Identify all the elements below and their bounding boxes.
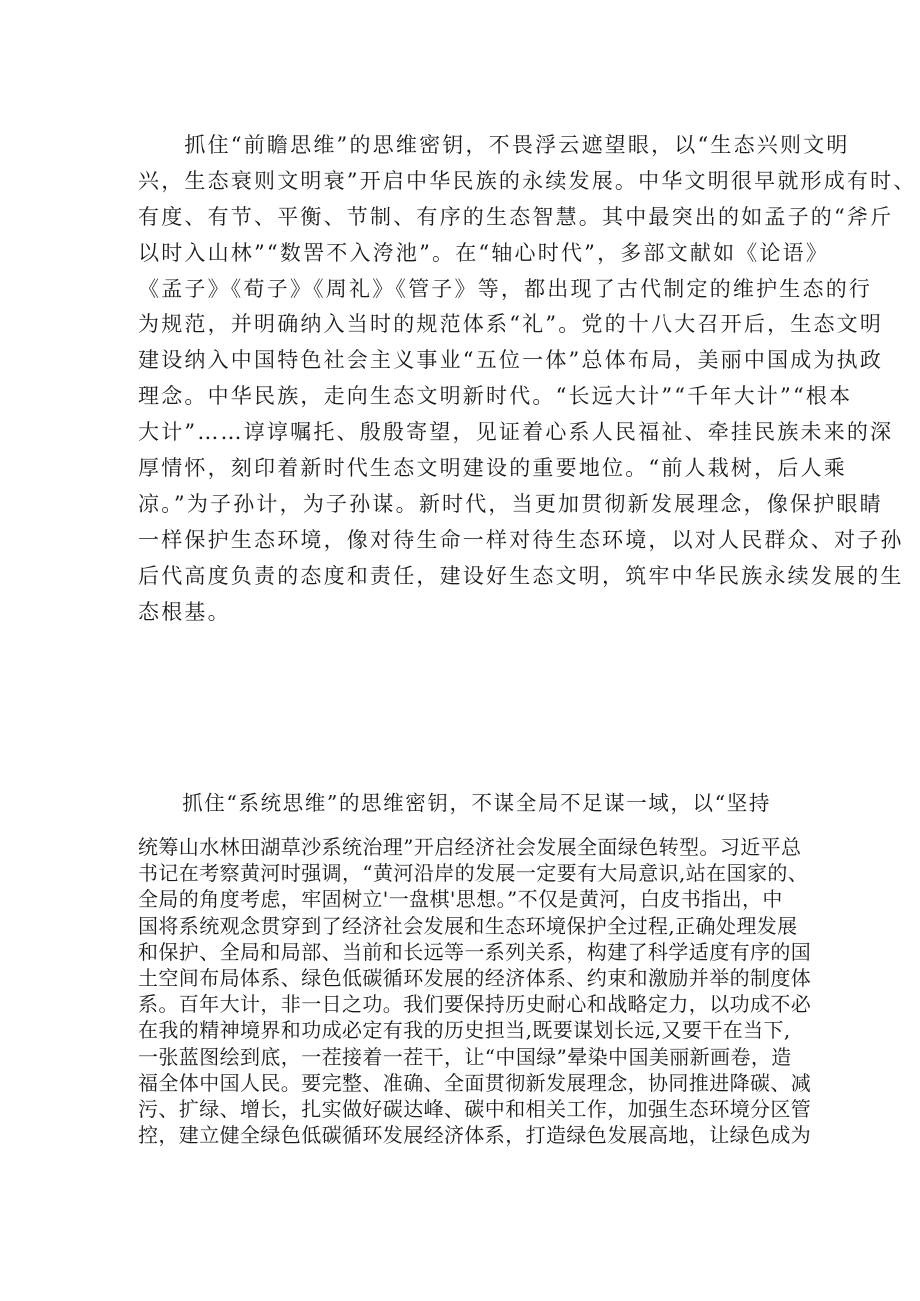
text-line: 大计”……谆谆嘱托、殷殷寄望，见证着心系人民福祉、牵挂民族未来的深 [138,420,894,445]
text-line: 在我的精神境界和功成必定有我的历史担当,既要谋划长远,又要干在当下, [138,1018,791,1043]
text-line: 系。百年大计，非一日之功。我们要保持历史耐心和战略定力，以功成不必 [138,992,812,1017]
text-line: 国将系统观念贯穿到了经济社会发展和生态环境保护全过程,正确处理发展 [138,913,798,938]
text-line: 有度、有节、平衡、节制、有序的生态智慧。其中最突出的如孟子的“斧斤 [138,204,894,229]
text-line: 建设纳入中国特色社会主义事业“五位一体”总体布局，美丽中国成为执政 [138,348,884,373]
text-line: 一张蓝图绘到底，一茬接着一茬干，让“中国绿”晕染中国美丽新画卷，造 [138,1044,792,1069]
text-line: 和保护、全局和局部、当前和长远等一系列关系，构建了科学适度有序的国 [138,939,812,964]
text-line: 后代高度负责的态度和责任，建设好生态文明，筑牢中华民族永续发展的生 [138,563,904,588]
text-line: 书记在考察黄河时强调，“黄河沿岸的发展一定要有大局意识,站在国家的、 [138,861,809,886]
paragraph-systems-thinking-body [138,834,811,1148]
text-line: 凉。”为子孙计，为子孙谋。新时代，当更加贯彻新发展理念，像保护眼睛 [138,491,883,516]
text-line: 抓住“系统思维”的思维密钥，不谋全局不足谋一域，以“坚持 [138,791,771,815]
text-line: 污、扩绿、增长，扎实做好碳达峰、碳中和相关工作，加强生态环境分区管 [138,1096,812,1121]
text-line: 抓住“前瞻思维”的思维密钥，不畏浮云遮望眼，以“生态兴则文明 [138,133,850,157]
text-line: 《孟子》《荀子》《周礼》《管子》等，都出现了古代制定的维护生态的行 [138,276,873,301]
text-line: 兴，生态衰则文明衰”开启中华民族的永续发展。中华文明很早就形成有时、 [138,168,917,193]
text-line: 一样保护生态环境，像对待生命一样对待生态环境，以对人民群众、对子孙 [138,527,904,552]
text-line: 为规范，并明确纳入当时的规范体系“礼”。党的十八大召开后，生态文明 [138,312,884,337]
text-line: 控，建立健全绿色低碳循环发展经济体系，打造绿色发展高地，让绿色成为 [138,1123,812,1148]
text-line: 态根基。 [138,599,231,624]
text-line: 土空间布局体系、绿色低碳循环发展的经济体系、约束和激励并举的制度体 [138,965,812,990]
paragraph-systems-thinking-lead [138,788,771,818]
text-line: 福全体中国人民。要完整、准确、全面贯彻新发展理念，协同推进降碳、减 [138,1070,812,1095]
text-line: 全局的角度考虑，牢固树立'一盘棋'思想。”不仅是黄河，白皮书指出，中 [138,887,783,912]
paragraph-forward-thinking [138,128,917,630]
text-line: 理念。中华民族，走向生态文明新时代。“长远大计”“千年大计”“根本 [138,384,853,409]
text-line: 厚情怀，刻印着新时代生态文明建设的重要地位。“前人栽树，后人乘 [138,456,847,481]
text-line: 统筹山水林田湖草沙系统治理”开启经济社会发展全面绿色转型。习近平总 [138,835,802,859]
text-line: 以时入山林”“数罟不入洿池”。在“轴心时代”，多部文献如《论语》 [138,240,830,265]
